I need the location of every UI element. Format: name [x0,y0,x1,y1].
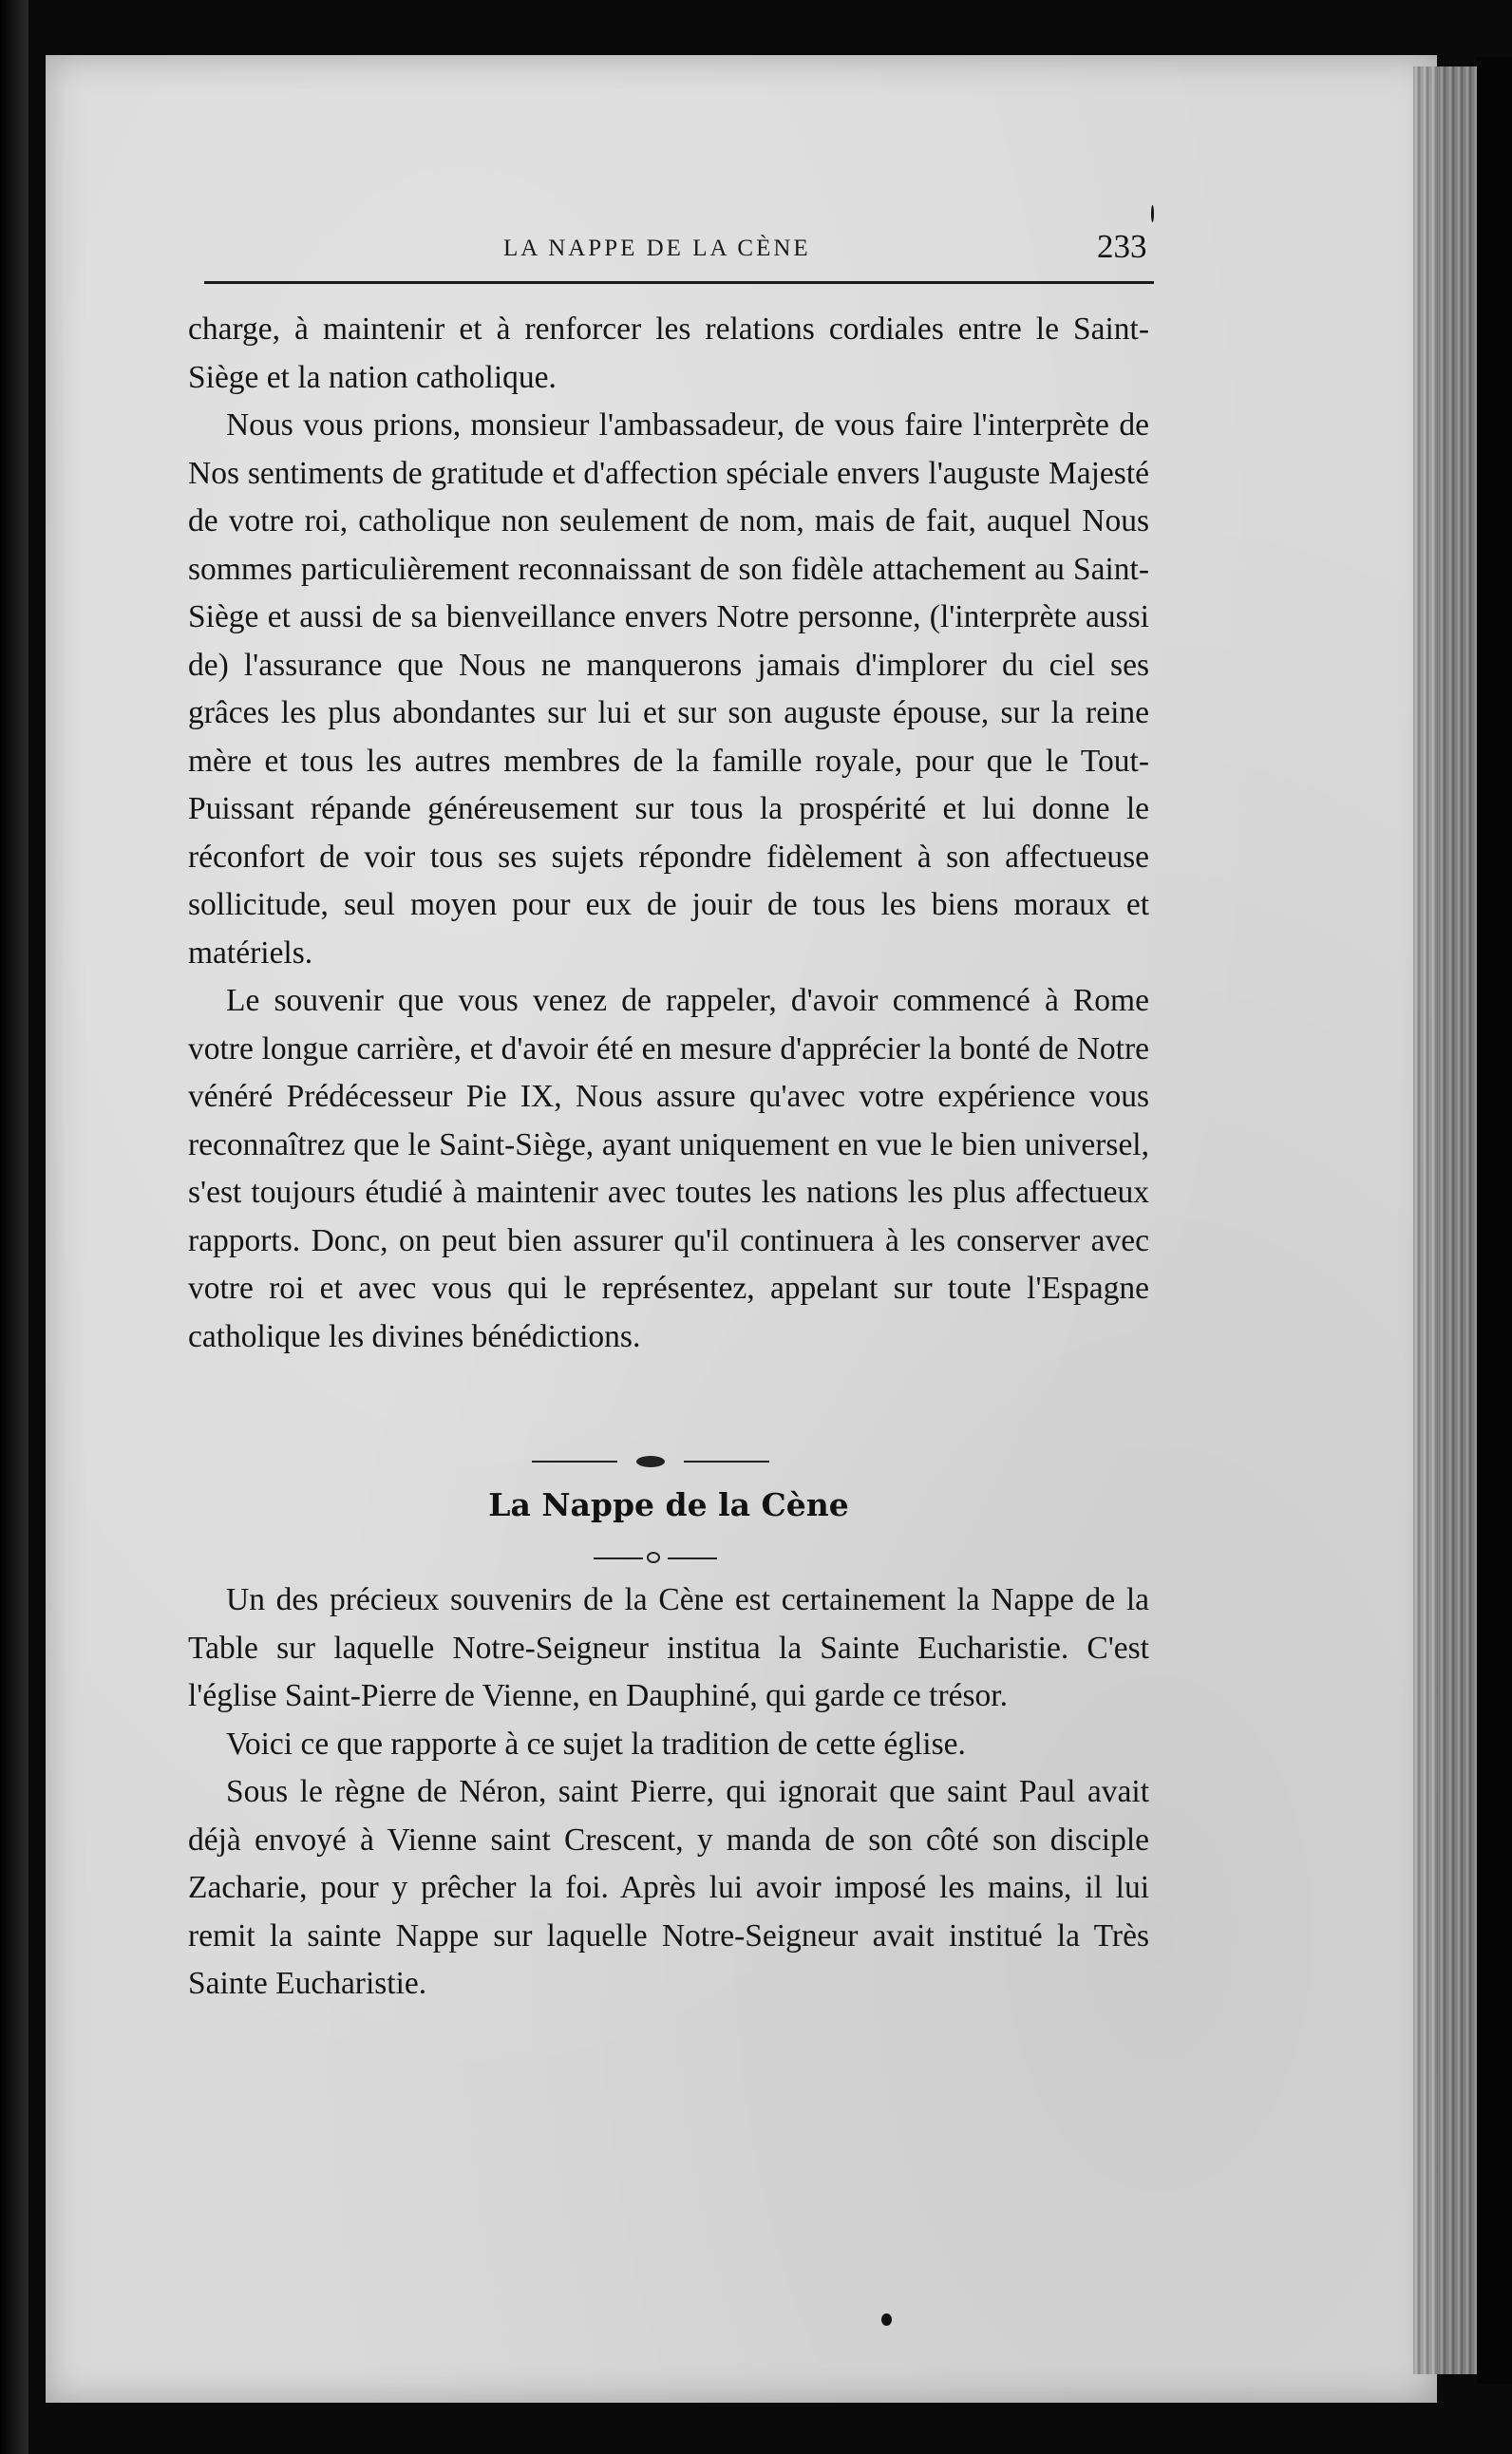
facing-page-edge [0,0,28,2454]
paragraph: Nous vous prions, monsieur l'ambassadeur, de vous faire l'interprète de Nos sentiments de gratitude et d'affection spéciale envers l'auguste Majesté de votre roi, catholique non seulement de nom, mais de fait, auquel Nous sommes particulièrement reconnaissant de son fidèle attachement au Saint-Siège et aussi de sa bienveillance envers Notre personne, (l'interprète aussi de) l'assurance que Nous ne manquerons jamais d'implorer du ciel ses grâces les plus abondantes sur lui et sur son auguste épouse, sur la reine mère et tous les autres membres de la famille royale, pour que le Tout-Puissant répande généreusement sur tous la prospérité et lui donne le réconfort de voir tous ses sujets répondre fidèlement à son affectueuse sollicitude, seul moyen pour eux de jouir de tous les biens moraux et matériels. [188,407,1149,971]
paragraph: Voici ce que rapporte à ce sujet la tradition de cette église. [226,1726,966,1762]
rule-line [594,1557,643,1559]
ornament-line [684,1461,769,1463]
paragraph: Sous le règne de Néron, saint Pierre, qui ignorait que saint Paul avait déjà envoyé à Vienne saint Crescent, y manda de son côté son disciple Zacharie, pour y prêcher la foi. Après lui avoir imposé les mains, il lui remit la sainte Nappe sur laquelle Notre-Seigneur avait institué la Très Sainte Eucharistie. [188,1774,1149,2001]
running-title: LA NAPPE DE LA CÈNE [503,236,811,261]
rule-line [668,1557,717,1559]
speck [881,2313,892,2326]
running-head [204,228,1154,275]
title-rule [594,1551,717,1564]
rule-circle [647,1552,660,1563]
right-shadow [1477,57,1512,2384]
section-title: La Nappe de la Cène [488,1486,849,1523]
speck [1151,205,1154,222]
ornament-line [532,1461,617,1463]
header-rule [204,281,1154,284]
paragraph: Un des précieux souvenirs de la Cène est certainement la Nappe de la Table sur laquelle Notre-Seigneur institua la Sainte Eucharistie. C'est l'église Saint-Pierre de Vienne, en Dauphiné, qui garde ce trésor. [188,1582,1149,1713]
page-block-edges [1413,66,1480,2374]
section-body-text [188,1576,1149,2009]
ornament-center [636,1456,665,1467]
paragraph: Le souvenir que vous venez de rappeler, d'avoir commencé à Rome votre longue carrière, et d'avoir été en mesure d'apprécier la bonté de Notre vénéré Prédécesseur Pie IX, Nous assure qu'avec votre expérience vous reconnaîtrez que le Saint-Siège, ayant uniquement en vue le bien universel, s'est toujours étudié à maintenir avec toutes les nations les plus affectueux rapports. Donc, on peut bien assurer qu'il continuera à les conserver avec votre roi et avec vous qui le représentez, appelant sur toute l'Espagne catholique les divines bénédictions. [188,983,1149,1354]
paragraph: charge, à maintenir et à renforcer les relations cordiales entre le Saint-Siège et la nation catholique. [188,311,1149,395]
section-ornament [532,1455,769,1468]
body-text [188,306,1149,1361]
page-number: 233 [1097,228,1147,265]
